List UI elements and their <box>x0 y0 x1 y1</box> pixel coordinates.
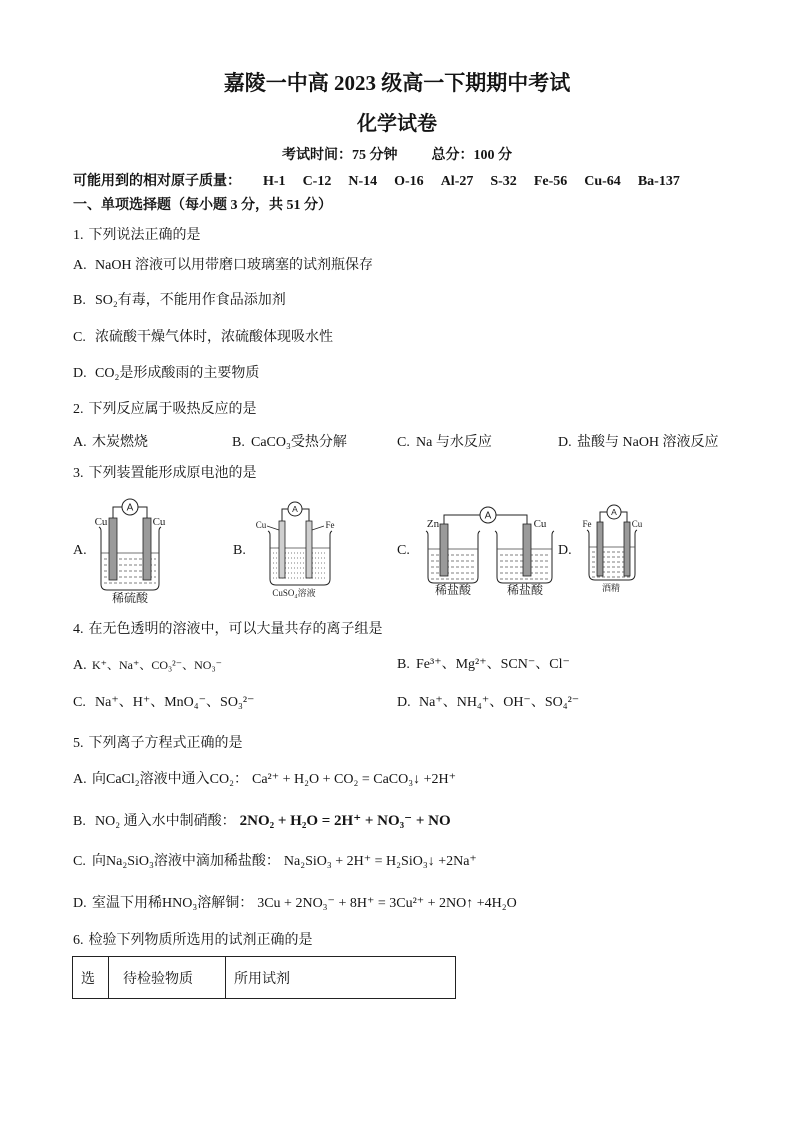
question-stem <box>73 400 257 420</box>
ammeter-symbol: A <box>484 510 492 522</box>
wire <box>621 512 627 522</box>
electrode-left <box>597 522 603 576</box>
option-b <box>232 433 347 453</box>
option-d <box>73 364 259 384</box>
question-text: 下列离子方程式正确的是 <box>88 736 243 751</box>
option-d <box>558 433 719 453</box>
question-stem <box>73 226 201 246</box>
label-leader-line <box>267 526 279 530</box>
option-label: D. <box>397 695 411 710</box>
ionic-equation: 2NO₂ + H₂O = 2H⁺ + NO₃⁻ + NO <box>239 813 451 829</box>
option-label: C. <box>73 854 86 869</box>
option-b <box>397 655 570 675</box>
option-b <box>73 291 286 311</box>
electrode-right <box>523 524 531 576</box>
option-label: B. <box>397 657 410 672</box>
option-text: CO₂是形成酸雨的主要物质 <box>95 366 260 381</box>
electrode-label-left: Cu <box>94 516 108 528</box>
question-number: 4. <box>73 622 84 637</box>
option-text: NO₂ 通入水中制硝酸： <box>95 814 236 829</box>
option-d <box>73 894 517 914</box>
column-header-reagent: 所用试剂 <box>226 957 456 999</box>
option-label: D. <box>73 896 87 911</box>
question-number: 6. <box>73 933 84 948</box>
option-a <box>73 256 373 276</box>
question-text: 下列反应属于吸热反应的是 <box>88 402 257 417</box>
option-label: A. <box>73 435 87 450</box>
electrode-label-right: Cu <box>152 516 166 528</box>
option-label-a: A. <box>73 543 87 558</box>
ammeter-symbol: A <box>292 504 298 514</box>
question-number: 2. <box>73 402 84 417</box>
beaker-left <box>426 531 480 583</box>
question-number: 1. <box>73 228 84 243</box>
exam-total-score: 总分：100 分 <box>431 148 512 163</box>
option-label: C. <box>73 330 86 345</box>
option-text: 室温下用稀HNO₃溶解铜： <box>92 896 254 911</box>
option-label: B. <box>73 814 86 829</box>
electrode-left <box>279 521 285 578</box>
atomic-mass: O-16 <box>394 174 424 189</box>
question-stem <box>73 734 243 754</box>
option-label: A. <box>73 772 87 787</box>
option-c <box>73 693 254 713</box>
option-a <box>73 433 148 453</box>
question-number: 5. <box>73 736 84 751</box>
ammeter-symbol: A <box>126 502 134 514</box>
exam-time: 考试时间：75 分钟 <box>282 148 398 163</box>
wire <box>496 515 527 524</box>
option-label: A. <box>73 658 87 673</box>
atomic-mass: Al-27 <box>440 174 474 189</box>
electrode-right <box>306 521 312 578</box>
wire <box>113 507 122 518</box>
apparatus-b <box>256 502 335 598</box>
ionic-equation: Na₂SiO₃ + 2H⁺ = H₂SiO₃↓ +2Na⁺ <box>283 854 477 869</box>
apparatus-c <box>426 507 554 597</box>
atomic-mass: Ba-137 <box>637 174 680 189</box>
electrode-label-right: Cu <box>533 518 547 530</box>
option-d <box>397 693 579 713</box>
solution-label: 稀硫酸 <box>111 591 149 605</box>
wire <box>138 507 147 518</box>
option-label: B. <box>73 293 86 308</box>
ionic-equation: 3Cu + 2NO₃⁻ + 8H⁺ = 3Cu²⁺ + 2NO↑ +4H₂O <box>257 896 517 911</box>
atomic-mass: Cu-64 <box>584 174 621 189</box>
question-text: 下列说法正确的是 <box>88 228 201 243</box>
apparatus-a <box>95 499 166 605</box>
beaker <box>99 527 161 590</box>
electrode-left <box>440 524 448 576</box>
option-b <box>73 811 451 832</box>
option-text: NaOH 溶液可以用带磨口玻璃塞的试剂瓶保存 <box>95 258 374 273</box>
option-text: Na⁺、H⁺、MnO₄⁻、SO₃²⁻ <box>95 695 255 710</box>
wire <box>444 515 480 524</box>
wire <box>600 512 607 522</box>
atomic-mass: N-14 <box>348 174 378 189</box>
option-text: 向CaCl₂溶液中通入CO₂： <box>92 772 248 787</box>
option-label: A. <box>73 258 87 273</box>
electrode-left <box>109 518 117 580</box>
option-c <box>397 433 492 453</box>
exam-title: 嘉陵一中高 2023 级高一下期期中考试 <box>223 71 571 95</box>
option-c <box>73 852 477 872</box>
option-label: B. <box>232 435 245 450</box>
exam-subject: 化学试卷 <box>357 113 437 135</box>
electrode-label-left: Cu <box>255 520 267 530</box>
wire <box>302 509 309 521</box>
option-text: 木炭燃烧 <box>92 435 148 450</box>
solution-label: CuSO₄溶液 <box>272 588 316 598</box>
option-label-c: C. <box>397 543 410 558</box>
reagent-table <box>72 956 456 999</box>
option-text: 盐酸与 NaOH 溶液反应 <box>577 435 719 450</box>
electrode-right <box>624 522 630 576</box>
question-text: 下列装置能形成原电池的是 <box>88 466 257 481</box>
question-text: 检验下列物质所选用的试剂正确的是 <box>88 933 313 948</box>
label-leader-line <box>312 526 324 530</box>
exam-time-and-score <box>0 146 794 166</box>
option-text: Na 与水反应 <box>416 435 492 450</box>
option-label: C. <box>73 695 86 710</box>
solution-label-right: 稀盐酸 <box>506 583 544 597</box>
atomic-mass: Fe-56 <box>533 174 568 189</box>
ionic-equation: Ca²⁺ + H₂O + CO₂ = CaCO₃↓ +2H⁺ <box>252 772 457 787</box>
atomic-mass: S-32 <box>490 174 517 189</box>
electrode-right <box>143 518 151 580</box>
electrode-label-left: Zn <box>426 518 440 530</box>
question-stem <box>73 620 383 640</box>
section-heading: 一、单项选择题（每小题 3 分，共 51 分） <box>73 198 332 213</box>
atomic-masses-label: 可能用到的相对原子质量： <box>73 174 241 189</box>
option-a <box>73 770 456 790</box>
option-text: K⁺、Na⁺、CO₃²⁻、NO₃⁻ <box>92 658 222 672</box>
electrode-label-right: Cu <box>631 519 643 529</box>
apparatus-d <box>583 505 643 593</box>
atomic-mass: H-1 <box>263 174 286 189</box>
wire <box>282 509 288 521</box>
option-a <box>73 655 222 676</box>
question-stem <box>73 931 313 951</box>
solution-label-left: 稀盐酸 <box>434 583 472 597</box>
electrode-label-right: Fe <box>325 520 335 530</box>
question-number: 3. <box>73 466 84 481</box>
option-text: 向Na₂SiO₃溶液中滴加稀盐酸： <box>92 854 280 869</box>
option-label: D. <box>73 366 87 381</box>
option-label-b: B. <box>233 543 246 558</box>
option-label: D. <box>558 435 572 450</box>
option-text: 浓硫酸干燥气体时，浓硫酸体现吸水性 <box>95 330 333 345</box>
galvanic-cell-figures <box>0 480 794 620</box>
question-text: 在无色透明的溶液中，可以大量共存的离子组是 <box>88 622 383 637</box>
table-header-row <box>73 957 456 999</box>
option-text: SO₂有毒，不能用作食品添加剂 <box>95 293 286 308</box>
option-label: C. <box>397 435 410 450</box>
column-header-option: 选 <box>73 957 109 999</box>
option-label-d: D. <box>558 543 572 558</box>
atomic-masses-line <box>73 172 680 192</box>
electrode-label-left: Fe <box>582 519 592 529</box>
option-text: Na⁺、NH₄⁺、OH⁻、SO₄²⁻ <box>419 695 580 710</box>
atomic-mass: C-12 <box>302 174 332 189</box>
option-c <box>73 328 333 348</box>
ammeter-symbol: A <box>611 507 617 517</box>
option-text: CaCO₃受热分解 <box>251 435 347 450</box>
solution-label: 酒精 <box>601 583 621 593</box>
option-text: Fe³⁺、Mg²⁺、SCN⁻、Cl⁻ <box>416 657 570 672</box>
column-header-substance: 待检验物质 <box>109 957 226 999</box>
